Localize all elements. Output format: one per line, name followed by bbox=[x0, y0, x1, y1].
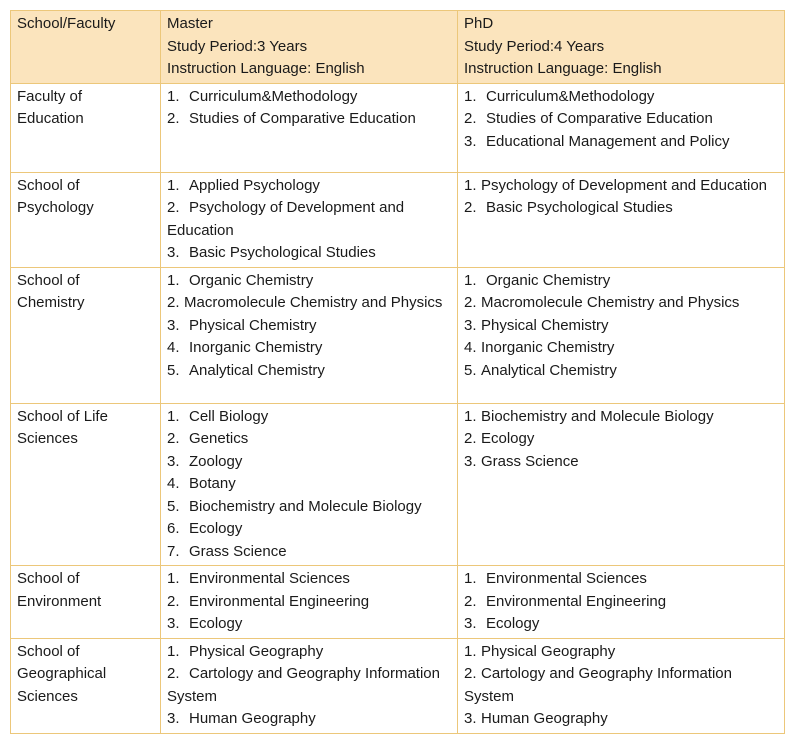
header-master-period: Study Period:3 Years bbox=[167, 37, 308, 55]
master-programs-cell bbox=[161, 403, 458, 566]
list-item: 2. Psychology of Development and Education bbox=[167, 199, 405, 239]
school-name-line2: Education bbox=[17, 110, 84, 127]
list-item: 2. Macromolecule Chemistry and Physics bbox=[464, 294, 740, 311]
phd-programs-cell bbox=[458, 403, 785, 566]
list-item: 1. Physical Geography bbox=[167, 642, 324, 660]
table-row bbox=[11, 267, 785, 403]
list-item: 1. Environmental Sciences bbox=[464, 570, 647, 587]
header-master-language: Instruction Language: English bbox=[167, 60, 365, 77]
list-item: 2. Ecology bbox=[464, 430, 535, 447]
list-item: 3. Physical Chemistry bbox=[167, 316, 317, 334]
programs-table bbox=[10, 10, 785, 734]
list-item: 1. Physical Geography bbox=[464, 642, 616, 660]
school-name-line2: Geographical bbox=[17, 665, 107, 682]
school-name-line1: School of bbox=[17, 176, 80, 194]
list-item: 3. Human Geography bbox=[167, 710, 316, 727]
header-phd-title: PhD bbox=[464, 15, 494, 32]
header-phd-cell bbox=[458, 11, 785, 84]
list-item: 2. Environmental Engineering bbox=[167, 592, 370, 610]
list-item: 1. Environmental Sciences bbox=[167, 570, 350, 587]
list-item: 3. Ecology bbox=[464, 615, 540, 632]
list-item: 2. Macromolecule Chemistry and Physics bbox=[167, 294, 443, 311]
list-item: 6. Ecology bbox=[167, 520, 243, 537]
master-programs-cell bbox=[161, 83, 458, 172]
school-name-line3: Sciences bbox=[17, 687, 78, 705]
school-name-line1: Faculty of bbox=[17, 87, 83, 105]
school-cell bbox=[11, 267, 161, 403]
list-item: 4. Inorganic Chemistry bbox=[167, 339, 323, 356]
master-programs-cell bbox=[161, 566, 458, 639]
list-item: 5. Analytical Chemistry bbox=[167, 361, 325, 379]
phd-programs-cell bbox=[458, 638, 785, 733]
list-item: 3. Grass Science bbox=[464, 452, 579, 470]
school-cell bbox=[11, 172, 161, 267]
list-item: 3. Basic Psychological Studies bbox=[167, 244, 376, 261]
header-school-cell bbox=[11, 11, 161, 84]
school-name-line2: Environment bbox=[17, 592, 102, 610]
list-item: 1. Organic Chemistry bbox=[464, 271, 611, 289]
table-row bbox=[11, 403, 785, 566]
list-item: 1. Psychology of Development and Education bbox=[464, 176, 768, 194]
school-name-line2: Chemistry bbox=[17, 294, 85, 311]
list-item: 3. Zoology bbox=[167, 452, 243, 470]
table-row bbox=[11, 638, 785, 733]
list-item: 4. Botany bbox=[167, 475, 236, 492]
school-name-line2: Sciences bbox=[17, 430, 78, 447]
phd-programs-cell bbox=[458, 172, 785, 267]
list-item: 1. Curriculum&Methodology bbox=[464, 87, 655, 105]
school-name-line1: School of bbox=[17, 570, 80, 587]
header-phd-period: Study Period:4 Years bbox=[464, 37, 605, 55]
list-item: 3. Ecology bbox=[167, 615, 243, 632]
school-name-line1: School of bbox=[17, 271, 80, 289]
school-name-line2: Psychology bbox=[17, 199, 94, 216]
list-item: 2. Environmental Engineering bbox=[464, 592, 667, 610]
master-programs-cell bbox=[161, 267, 458, 403]
list-item: 1. Biochemistry and Molecule Biology bbox=[464, 407, 714, 425]
school-cell bbox=[11, 638, 161, 733]
header-master-title: Master bbox=[167, 15, 213, 32]
phd-programs-cell bbox=[458, 566, 785, 639]
list-item: 2. Cartology and Geography Information System bbox=[464, 665, 732, 705]
school-name-line1: School of bbox=[17, 642, 80, 660]
list-item: 5. Analytical Chemistry bbox=[464, 361, 617, 379]
list-item: 2. Genetics bbox=[167, 430, 249, 447]
table-row bbox=[11, 172, 785, 267]
list-item: 2. Studies of Comparative Education bbox=[167, 110, 416, 127]
list-item: 3. Physical Chemistry bbox=[464, 316, 609, 334]
list-item: 5. Biochemistry and Molecule Biology bbox=[167, 497, 422, 515]
list-item: 3. Human Geography bbox=[464, 710, 608, 727]
header-master-cell bbox=[161, 11, 458, 84]
list-item: 2. Cartology and Geography Information System bbox=[167, 665, 440, 705]
school-name-line1: School of Life bbox=[17, 407, 108, 425]
school-cell bbox=[11, 566, 161, 639]
header-school-label: School/Faculty bbox=[17, 15, 116, 32]
list-item: 1. Curriculum&Methodology bbox=[167, 87, 358, 105]
list-item: 4. Inorganic Chemistry bbox=[464, 339, 615, 356]
school-cell bbox=[11, 403, 161, 566]
master-programs-cell bbox=[161, 172, 458, 267]
phd-programs-cell bbox=[458, 83, 785, 172]
list-item: 7. Grass Science bbox=[167, 542, 287, 560]
master-programs-cell bbox=[161, 638, 458, 733]
list-item: 3. Educational Management and Policy bbox=[464, 132, 730, 150]
list-item: 2. Basic Psychological Studies bbox=[464, 199, 673, 216]
header-phd-language: Instruction Language: English bbox=[464, 60, 662, 77]
list-item: 2. Studies of Comparative Education bbox=[464, 110, 713, 127]
list-item: 1. Organic Chemistry bbox=[167, 271, 314, 289]
table-header-row bbox=[11, 11, 785, 84]
list-item: 1. Cell Biology bbox=[167, 407, 269, 425]
table-row bbox=[11, 566, 785, 639]
school-cell bbox=[11, 83, 161, 172]
list-item: 1. Applied Psychology bbox=[167, 176, 320, 194]
phd-programs-cell bbox=[458, 267, 785, 403]
table-row bbox=[11, 83, 785, 172]
